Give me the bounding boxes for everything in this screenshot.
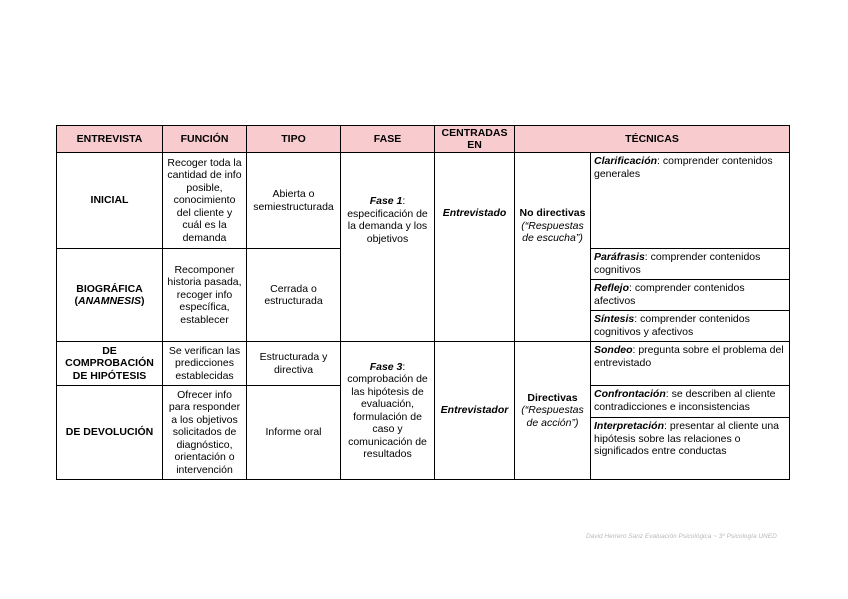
tecnica-term: Confrontación	[594, 388, 666, 400]
centradas-entrevistador: Entrevistador	[435, 342, 515, 480]
biografica-label: BIOGRÁFICA	[76, 282, 143, 295]
entrevista-comprobacion: DE COMPROBACIÓN DE HIPÓTESIS	[57, 342, 163, 386]
biografica-subtitle: ANAMNESIS	[77, 295, 141, 307]
no-directivas-title: No directivas	[519, 207, 586, 219]
fase-3-cell: Fase 3: comprobación de las hipótesis de evaluación, formulación de caso y comunicación de resultados	[341, 342, 435, 480]
directivas-title: Directivas	[527, 391, 578, 404]
fase-1-title: Fase 1	[369, 195, 403, 207]
funcion-biografica: Recomponer historia pasada, recoger info específica, establecer	[163, 249, 247, 342]
tecnica-clarificacion: Clarificación: comprender contenidos generales	[591, 153, 790, 249]
no-directivas-cell	[515, 153, 591, 342]
funcion-inicial: Recoger toda la cantidad de info posible, conocimiento del cliente y cuál es la demanda	[163, 153, 247, 249]
tecnica-desc: se describen al cliente contradicciones e inconsistencias	[594, 388, 776, 413]
entrevista-inicial: INICIAL	[57, 153, 163, 249]
header-funcion: FUNCIÓN	[163, 126, 247, 153]
tecnica-term: Paráfrasis	[594, 251, 645, 263]
fase-3-title: Fase 3	[369, 360, 403, 373]
funcion-comprobacion: Se verifican las predicciones establecidas	[163, 342, 247, 386]
tecnica-interpretacion: Interpretación: presentar al cliente una hipótesis sobre las relaciones o significados entre conductas	[591, 418, 790, 480]
tecnica-reflejo: Reflejo: comprender contenidos afectivos	[591, 280, 790, 311]
tipo-biografica: Cerrada o estructurada	[247, 249, 341, 342]
tecnica-parafrasis: Paráfrasis: comprender contenidos cognitivos	[591, 249, 790, 280]
header-tecnicas: TÉCNICAS	[515, 126, 790, 153]
interview-table	[56, 125, 790, 480]
tecnica-confrontacion: Confrontación: se describen al cliente contradicciones e inconsistencias	[591, 386, 790, 418]
header-tipo: TIPO	[247, 126, 341, 153]
tecnica-term: Síntesis	[594, 313, 635, 325]
tipo-comprobacion: Estructurada y directiva	[247, 342, 341, 386]
tecnica-desc: presentar al cliente una hipótesis sobre las relaciones o significados entre conductas	[594, 420, 780, 457]
entrevista-devolucion: DE DEVOLUCIÓN	[57, 386, 163, 480]
fase-3-text: comprobación de las hipótesis de evaluación, formulación de caso y comunicación de resultados	[347, 373, 428, 460]
tecnica-sintesis: Síntesis: comprender contenidos cognitivos y afectivos	[591, 311, 790, 342]
tecnica-desc: comprender contenidos afectivos	[594, 282, 745, 307]
fase-1-cell: Fase 1: especificación de la demanda y los objetivos	[341, 153, 435, 342]
footer-credit: David Herrero Sanz Evaluación Psicológica ~ 3º Psicología UNED	[586, 533, 777, 540]
centradas-entrevistado: Entrevistado	[435, 153, 515, 342]
header-entrevista: ENTREVISTA	[57, 126, 163, 153]
entrevista-biografica: BIOGRÁFICA (ANAMNESIS)	[57, 249, 163, 342]
tecnica-desc: comprender contenidos cognitivos	[594, 251, 761, 276]
tecnica-term: Reflejo	[594, 282, 630, 294]
table-row	[57, 342, 790, 386]
directivas-cell	[515, 342, 591, 480]
tipo-devolucion: Informe oral	[247, 386, 341, 480]
directivas-subtitle: (“Respuestas de acción”)	[521, 404, 584, 429]
header-fase: FASE	[341, 126, 435, 153]
table-row	[57, 153, 790, 249]
tecnica-sondeo: Sondeo: pregunta sobre el problema del entrevistado	[591, 342, 790, 386]
no-directivas-subtitle: (“Respuestas de escucha”)	[521, 219, 584, 244]
tipo-inicial: Abierta o semiestructurada	[247, 153, 341, 249]
tecnica-desc: comprender contenidos generales	[594, 155, 773, 180]
funcion-devolucion: Ofrecer info para responder a los objetivos solicitados de diagnóstico, orientación o intervención	[163, 386, 247, 480]
tecnica-desc: comprender contenidos cognitivos y afectivos	[594, 313, 750, 338]
header-centradas: CENTRADAS EN	[435, 126, 515, 153]
tecnica-term: Clarificación	[594, 155, 658, 167]
tecnica-term: Interpretación	[594, 420, 665, 432]
tecnica-term: Sondeo	[594, 344, 633, 356]
header-row	[57, 126, 790, 153]
fase-1-text: especificación de la demanda y los objetivos	[347, 207, 428, 245]
tecnica-desc: pregunta sobre el problema del entrevistado	[594, 344, 784, 369]
